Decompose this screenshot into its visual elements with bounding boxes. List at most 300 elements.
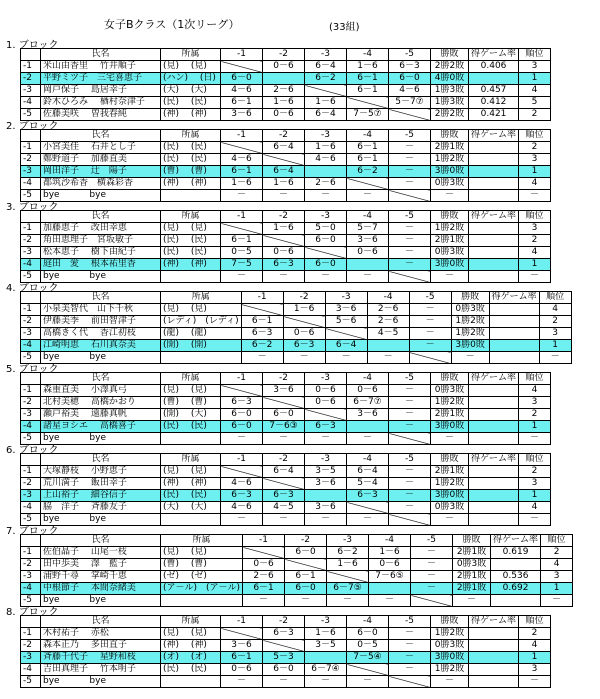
player-names: 米山由香里 竹井順子 <box>41 61 161 73</box>
match-score: 3－6 <box>263 385 305 397</box>
player-number: -2 <box>21 73 41 85</box>
win-loss: 2勝1敗 <box>431 409 469 421</box>
block-table <box>20 210 551 283</box>
match-score: 1－6 <box>221 178 263 190</box>
game-rate: 0.457 <box>469 85 519 97</box>
table-row <box>21 628 551 640</box>
table-row <box>21 652 551 664</box>
game-rate: 0.536 <box>491 571 541 583</box>
column-header: -3 <box>305 211 347 223</box>
player-number: -4 <box>21 259 41 271</box>
win-loss: 3勝0敗 <box>431 652 469 664</box>
column-header: 勝敗 <box>431 454 469 466</box>
player-affiliation: (民) (民) <box>161 142 221 154</box>
match-score: 4－6 <box>221 478 263 490</box>
game-rate: 0.412 <box>469 97 519 109</box>
player-names: 大塚静枝 小野恵子 <box>41 466 161 478</box>
table-row <box>21 223 551 235</box>
rank: 2 <box>519 235 551 247</box>
column-header: -4 <box>347 454 389 466</box>
game-rate: 0.421 <box>469 109 519 121</box>
match-score: － <box>241 352 283 364</box>
player-affiliation: (見) (見) <box>161 385 221 397</box>
player-names: 佐藤美咲 曽我春純 <box>41 109 161 121</box>
rank: 1 <box>519 652 551 664</box>
self-cell <box>305 409 347 421</box>
match-score: 6－0 <box>263 409 305 421</box>
player-affiliation: (民) (民) <box>161 235 221 247</box>
match-score: 5－3 <box>263 652 305 664</box>
column-header: 所属 <box>161 130 221 142</box>
column-header: 所属 <box>161 454 221 466</box>
self-cell <box>347 97 389 109</box>
match-score: － <box>389 664 431 676</box>
player-affiliation: (ハン) (日) <box>161 73 221 85</box>
table-row <box>21 178 551 190</box>
player-names: 諸星ヨシエ 高橋喜子 <box>41 421 161 433</box>
column-header: 得ゲーム率 <box>469 373 519 385</box>
self-cell <box>263 154 305 166</box>
player-affiliation: (神) (神) <box>161 640 221 652</box>
self-cell <box>283 316 325 328</box>
player-affiliation: (見) (見) <box>161 223 221 235</box>
player-affiliation <box>161 271 221 283</box>
match-score: － <box>389 235 431 247</box>
match-score: 2－6 <box>305 178 347 190</box>
match-score: 6－0 <box>347 628 389 640</box>
match-score: 0－6 <box>347 247 389 259</box>
match-score: － <box>389 259 431 271</box>
match-score: 7－6⑤ <box>369 571 411 583</box>
player-number: -3 <box>21 490 41 502</box>
column-header: -5 <box>389 49 431 61</box>
column-header: 氏名 <box>41 454 161 466</box>
match-score: 4－5 <box>367 328 409 340</box>
column-header: 所属 <box>161 535 243 547</box>
match-score: 0－5 <box>221 247 263 259</box>
match-score: － <box>409 340 451 352</box>
self-cell <box>347 664 389 676</box>
player-names: 小泉美智代 山下千秋 <box>41 304 161 316</box>
win-loss: － <box>453 595 491 607</box>
match-score: 6－4 <box>263 166 305 178</box>
player-number: -3 <box>21 328 41 340</box>
column-header: -2 <box>263 211 305 223</box>
match-score: 6－3 <box>241 328 283 340</box>
player-affiliation <box>161 514 221 526</box>
table-row <box>21 340 572 352</box>
match-score: － <box>411 571 453 583</box>
match-score: 3－6 <box>347 409 389 421</box>
match-score: 3－5 <box>305 466 347 478</box>
player-names: 浦野千尋 掌崎千恵 <box>41 571 161 583</box>
player-affiliation: (ア－ル) (ア－ル) <box>161 583 243 595</box>
match-score: 5－0 <box>305 223 347 235</box>
self-cell <box>263 478 305 490</box>
match-score: － <box>221 514 263 526</box>
match-score: 1－6 <box>263 178 305 190</box>
match-score: － <box>389 409 431 421</box>
column-header: -4 <box>369 535 411 547</box>
game-rate: 0.619 <box>491 547 541 559</box>
match-score: 6－4 <box>263 142 305 154</box>
game-rate <box>469 421 519 433</box>
win-loss: － <box>431 676 469 688</box>
match-score: 6－1 <box>221 652 263 664</box>
player-number: -3 <box>21 247 41 259</box>
win-loss: 1勝2敗 <box>431 628 469 640</box>
player-names: bye bye <box>41 352 161 364</box>
rank: 4 <box>541 559 573 571</box>
match-score: － <box>409 316 451 328</box>
player-number: -2 <box>21 235 41 247</box>
player-number: -5 <box>21 433 41 445</box>
table-row <box>21 142 551 154</box>
win-loss: 1勝2敗 <box>431 154 469 166</box>
match-score: － <box>389 223 431 235</box>
player-names: bye bye <box>41 190 161 202</box>
win-loss: 2勝1敗 <box>431 142 469 154</box>
rank: 1 <box>519 259 551 271</box>
match-score: － <box>221 676 263 688</box>
match-score: － <box>389 466 431 478</box>
column-header: 得ゲーム率 <box>469 454 519 466</box>
column-header: -4 <box>347 616 389 628</box>
player-number: -5 <box>21 514 41 526</box>
table-row <box>21 97 551 109</box>
block-label: 2. ブロック <box>6 121 59 132</box>
match-score: 0－6 <box>283 328 325 340</box>
rank: 1 <box>539 340 571 352</box>
match-score: 2－6 <box>367 316 409 328</box>
self-cell <box>221 142 263 154</box>
column-header: -5 <box>409 292 451 304</box>
player-names: 角田恵理子 宮坂敏子 <box>41 235 161 247</box>
rank: － <box>519 433 551 445</box>
match-score: － <box>221 433 263 445</box>
player-names: 江崎明恵 石川真奈美 <box>41 340 161 352</box>
match-score: 7－5⑦ <box>347 109 389 121</box>
player-number: -4 <box>21 178 41 190</box>
game-rate <box>469 385 519 397</box>
table-row <box>21 271 551 283</box>
player-names: 森重直美 小澤真弓 <box>41 385 161 397</box>
match-score: 1－6 <box>347 61 389 73</box>
game-rate <box>469 73 519 85</box>
win-loss: 1勝2敗 <box>431 664 469 676</box>
match-score: 6－0 <box>221 73 263 85</box>
rank: 2 <box>519 628 551 640</box>
column-header: 氏名 <box>41 49 161 61</box>
column-header: -3 <box>305 49 347 61</box>
table-row <box>21 85 551 97</box>
player-names: bye bye <box>41 676 161 688</box>
player-affiliation: (民) (民) <box>161 490 221 502</box>
column-header: -1 <box>221 373 263 385</box>
column-header <box>21 292 41 304</box>
match-score: 0－6 <box>305 397 347 409</box>
self-cell <box>411 595 453 607</box>
rank: 2 <box>519 142 551 154</box>
player-affiliation: (見) (見) <box>161 466 221 478</box>
rank: 1 <box>519 73 551 85</box>
match-score: － <box>325 352 367 364</box>
column-header: -3 <box>305 130 347 142</box>
player-affiliation: (開) (大) <box>161 409 221 421</box>
player-names: 荒川満子 飯田幸子 <box>41 478 161 490</box>
column-header: -5 <box>411 535 453 547</box>
match-score: 4－6 <box>221 85 263 97</box>
rank: 3 <box>519 223 551 235</box>
win-loss: － <box>431 190 469 202</box>
player-names: 庭田 愛 根本祐里香 <box>41 259 161 271</box>
player-names: 小宮美佳 石井とし子 <box>41 142 161 154</box>
match-score: 6－4 <box>263 466 305 478</box>
match-score: 6－2 <box>305 73 347 85</box>
rank: 2 <box>519 109 551 121</box>
block-table <box>20 291 572 364</box>
match-score: 6－0 <box>221 421 263 433</box>
match-score: － <box>369 595 411 607</box>
match-score: － <box>411 583 453 595</box>
match-score: 6－2 <box>327 547 369 559</box>
column-header: -3 <box>325 292 367 304</box>
match-score: 6－0 <box>263 664 305 676</box>
rank: 4 <box>519 247 551 259</box>
self-cell <box>389 676 431 688</box>
player-names: 岡戸保子 島居幸子 <box>41 85 161 97</box>
rank: 2 <box>541 547 573 559</box>
table-row <box>21 304 572 316</box>
win-loss: 0勝3敗 <box>431 502 469 514</box>
column-header: 順位 <box>541 535 573 547</box>
column-header: -3 <box>327 535 369 547</box>
match-score: 6－7⑤ <box>327 583 369 595</box>
column-header: 氏名 <box>41 535 161 547</box>
player-affiliation: (見) (見) <box>161 547 243 559</box>
match-score: 4－6 <box>389 85 431 97</box>
rank: 4 <box>519 640 551 652</box>
win-loss: 4勝0敗 <box>431 73 469 85</box>
match-score: 6－1 <box>221 235 263 247</box>
rank: 1 <box>541 583 573 595</box>
player-affiliation: (オ) (オ) <box>161 652 221 664</box>
rank: 2 <box>539 316 571 328</box>
column-header <box>21 454 41 466</box>
match-score: 0－6 <box>263 247 305 259</box>
win-loss: 0勝3敗 <box>431 178 469 190</box>
match-score: 6－1 <box>347 73 389 85</box>
match-score: 6－0 <box>305 259 347 271</box>
game-rate <box>469 502 519 514</box>
rank: 3 <box>519 397 551 409</box>
game-rate <box>469 490 519 502</box>
player-affiliation: (民) (民) <box>161 247 221 259</box>
match-score: 6－4 <box>305 109 347 121</box>
match-score: － <box>389 490 431 502</box>
win-loss: 2勝1敗 <box>453 547 491 559</box>
column-header: 勝敗 <box>431 211 469 223</box>
win-loss: 0勝3敗 <box>453 559 491 571</box>
table-row <box>21 328 572 340</box>
player-affiliation: (民) (民) <box>161 154 221 166</box>
match-score: － <box>389 142 431 154</box>
game-rate <box>469 247 519 259</box>
self-cell <box>221 466 263 478</box>
column-header: 順位 <box>519 211 551 223</box>
table-row <box>21 559 573 571</box>
column-header: -1 <box>243 535 285 547</box>
match-score: 6－3 <box>389 61 431 73</box>
table-row <box>21 676 551 688</box>
table-row <box>21 166 551 178</box>
table-row <box>21 247 551 259</box>
self-cell <box>263 397 305 409</box>
block-label: 6. ブロック <box>6 445 59 456</box>
game-rate <box>469 628 519 640</box>
match-score: 6－3 <box>221 397 263 409</box>
column-header: 氏名 <box>41 616 161 628</box>
player-affiliation: (神) (神) <box>161 259 221 271</box>
match-score: 6－4 <box>305 61 347 73</box>
rank: － <box>519 676 551 688</box>
match-score: － <box>347 190 389 202</box>
column-header: -5 <box>389 373 431 385</box>
table-row <box>21 109 551 121</box>
block-label: 8. ブロック <box>6 607 59 618</box>
player-names: 上山裕子 細谷信子 <box>41 490 161 502</box>
player-affiliation: (神) (神) <box>161 178 221 190</box>
table-row <box>21 235 551 247</box>
match-score: － <box>389 397 431 409</box>
player-number: -1 <box>21 547 41 559</box>
self-cell <box>389 433 431 445</box>
column-header <box>21 616 41 628</box>
self-cell <box>347 421 389 433</box>
column-header: -2 <box>283 292 325 304</box>
table-row <box>21 190 551 202</box>
rank: 1 <box>519 421 551 433</box>
table-row <box>21 571 573 583</box>
player-names: 平野ミツ子 三宅喜恵子 <box>41 73 161 85</box>
match-score: 3－6 <box>221 640 263 652</box>
match-score: － <box>305 676 347 688</box>
rank: 1 <box>519 166 551 178</box>
game-rate <box>469 676 519 688</box>
match-score: － <box>409 304 451 316</box>
match-score: － <box>389 178 431 190</box>
win-loss: 0勝3敗 <box>431 640 469 652</box>
match-score: 6－2 <box>241 340 283 352</box>
player-number: -2 <box>21 478 41 490</box>
rank: 4 <box>519 178 551 190</box>
column-header: 順位 <box>519 49 551 61</box>
player-affiliation: (開) (開) <box>161 340 242 352</box>
block-table <box>20 372 551 445</box>
player-number: -3 <box>21 571 41 583</box>
player-affiliation <box>161 433 221 445</box>
column-header: 所属 <box>161 373 221 385</box>
match-score: － <box>347 676 389 688</box>
match-score: － <box>285 595 327 607</box>
game-rate: 0.692 <box>491 583 541 595</box>
self-cell <box>305 166 347 178</box>
self-cell <box>325 328 367 340</box>
match-score: 1－6 <box>305 97 347 109</box>
column-header: 順位 <box>519 616 551 628</box>
win-loss: 3勝0敗 <box>431 490 469 502</box>
rank: 3 <box>519 664 551 676</box>
column-header: -2 <box>263 130 305 142</box>
match-score: 6－4 <box>347 466 389 478</box>
win-loss: 3勝0敗 <box>431 421 469 433</box>
match-score: 6－3 <box>283 340 325 352</box>
player-number: -1 <box>21 61 41 73</box>
column-header: -5 <box>389 211 431 223</box>
game-rate <box>469 514 519 526</box>
game-rate <box>469 178 519 190</box>
match-score: － <box>389 478 431 490</box>
header-row <box>21 49 551 61</box>
match-score: 6－0 <box>221 409 263 421</box>
win-loss: 2勝1敗 <box>431 466 469 478</box>
column-header: -4 <box>367 292 409 304</box>
player-affiliation: (見) (見) <box>161 61 221 73</box>
rank: － <box>541 595 573 607</box>
player-names: 松本恵子 樹下由紀子 <box>41 247 161 259</box>
player-names: bye bye <box>41 514 161 526</box>
column-header: 得ゲーム率 <box>469 211 519 223</box>
block-table <box>20 615 551 688</box>
column-header: -4 <box>347 211 389 223</box>
self-cell <box>389 271 431 283</box>
match-score: 0－6 <box>221 664 263 676</box>
match-score: － <box>263 676 305 688</box>
column-header: -5 <box>389 454 431 466</box>
win-loss: － <box>431 514 469 526</box>
column-header: 所属 <box>161 292 242 304</box>
player-affiliation: (曹) (曹) <box>161 166 221 178</box>
column-header <box>21 211 41 223</box>
game-rate <box>469 235 519 247</box>
player-affiliation: (民) (民) <box>161 97 221 109</box>
player-number: -2 <box>21 397 41 409</box>
win-loss: － <box>431 271 469 283</box>
player-names: 北村美穂 高橋かおり <box>41 397 161 409</box>
match-score: 5－7 <box>347 223 389 235</box>
match-score: 6－3 <box>263 259 305 271</box>
player-names: 加藤恵子 改田幸恵 <box>41 223 161 235</box>
game-rate <box>469 652 519 664</box>
match-score: － <box>389 640 431 652</box>
match-score: 2－6 <box>263 85 305 97</box>
table-row <box>21 73 551 85</box>
column-header: 順位 <box>539 292 571 304</box>
match-score: － <box>389 247 431 259</box>
column-header: 順位 <box>519 373 551 385</box>
match-score: － <box>305 514 347 526</box>
player-number: -5 <box>21 109 41 121</box>
player-affiliation: (曹) (曹) <box>161 397 221 409</box>
match-score: 3－5 <box>305 640 347 652</box>
match-score: 4－6 <box>305 154 347 166</box>
self-cell <box>305 85 347 97</box>
win-loss: 1勝2敗 <box>431 397 469 409</box>
block-table <box>20 129 551 202</box>
player-affiliation <box>161 595 243 607</box>
player-names: 佐伯晶子 山尾一枝 <box>41 547 161 559</box>
match-score: 6－0 <box>285 583 327 595</box>
